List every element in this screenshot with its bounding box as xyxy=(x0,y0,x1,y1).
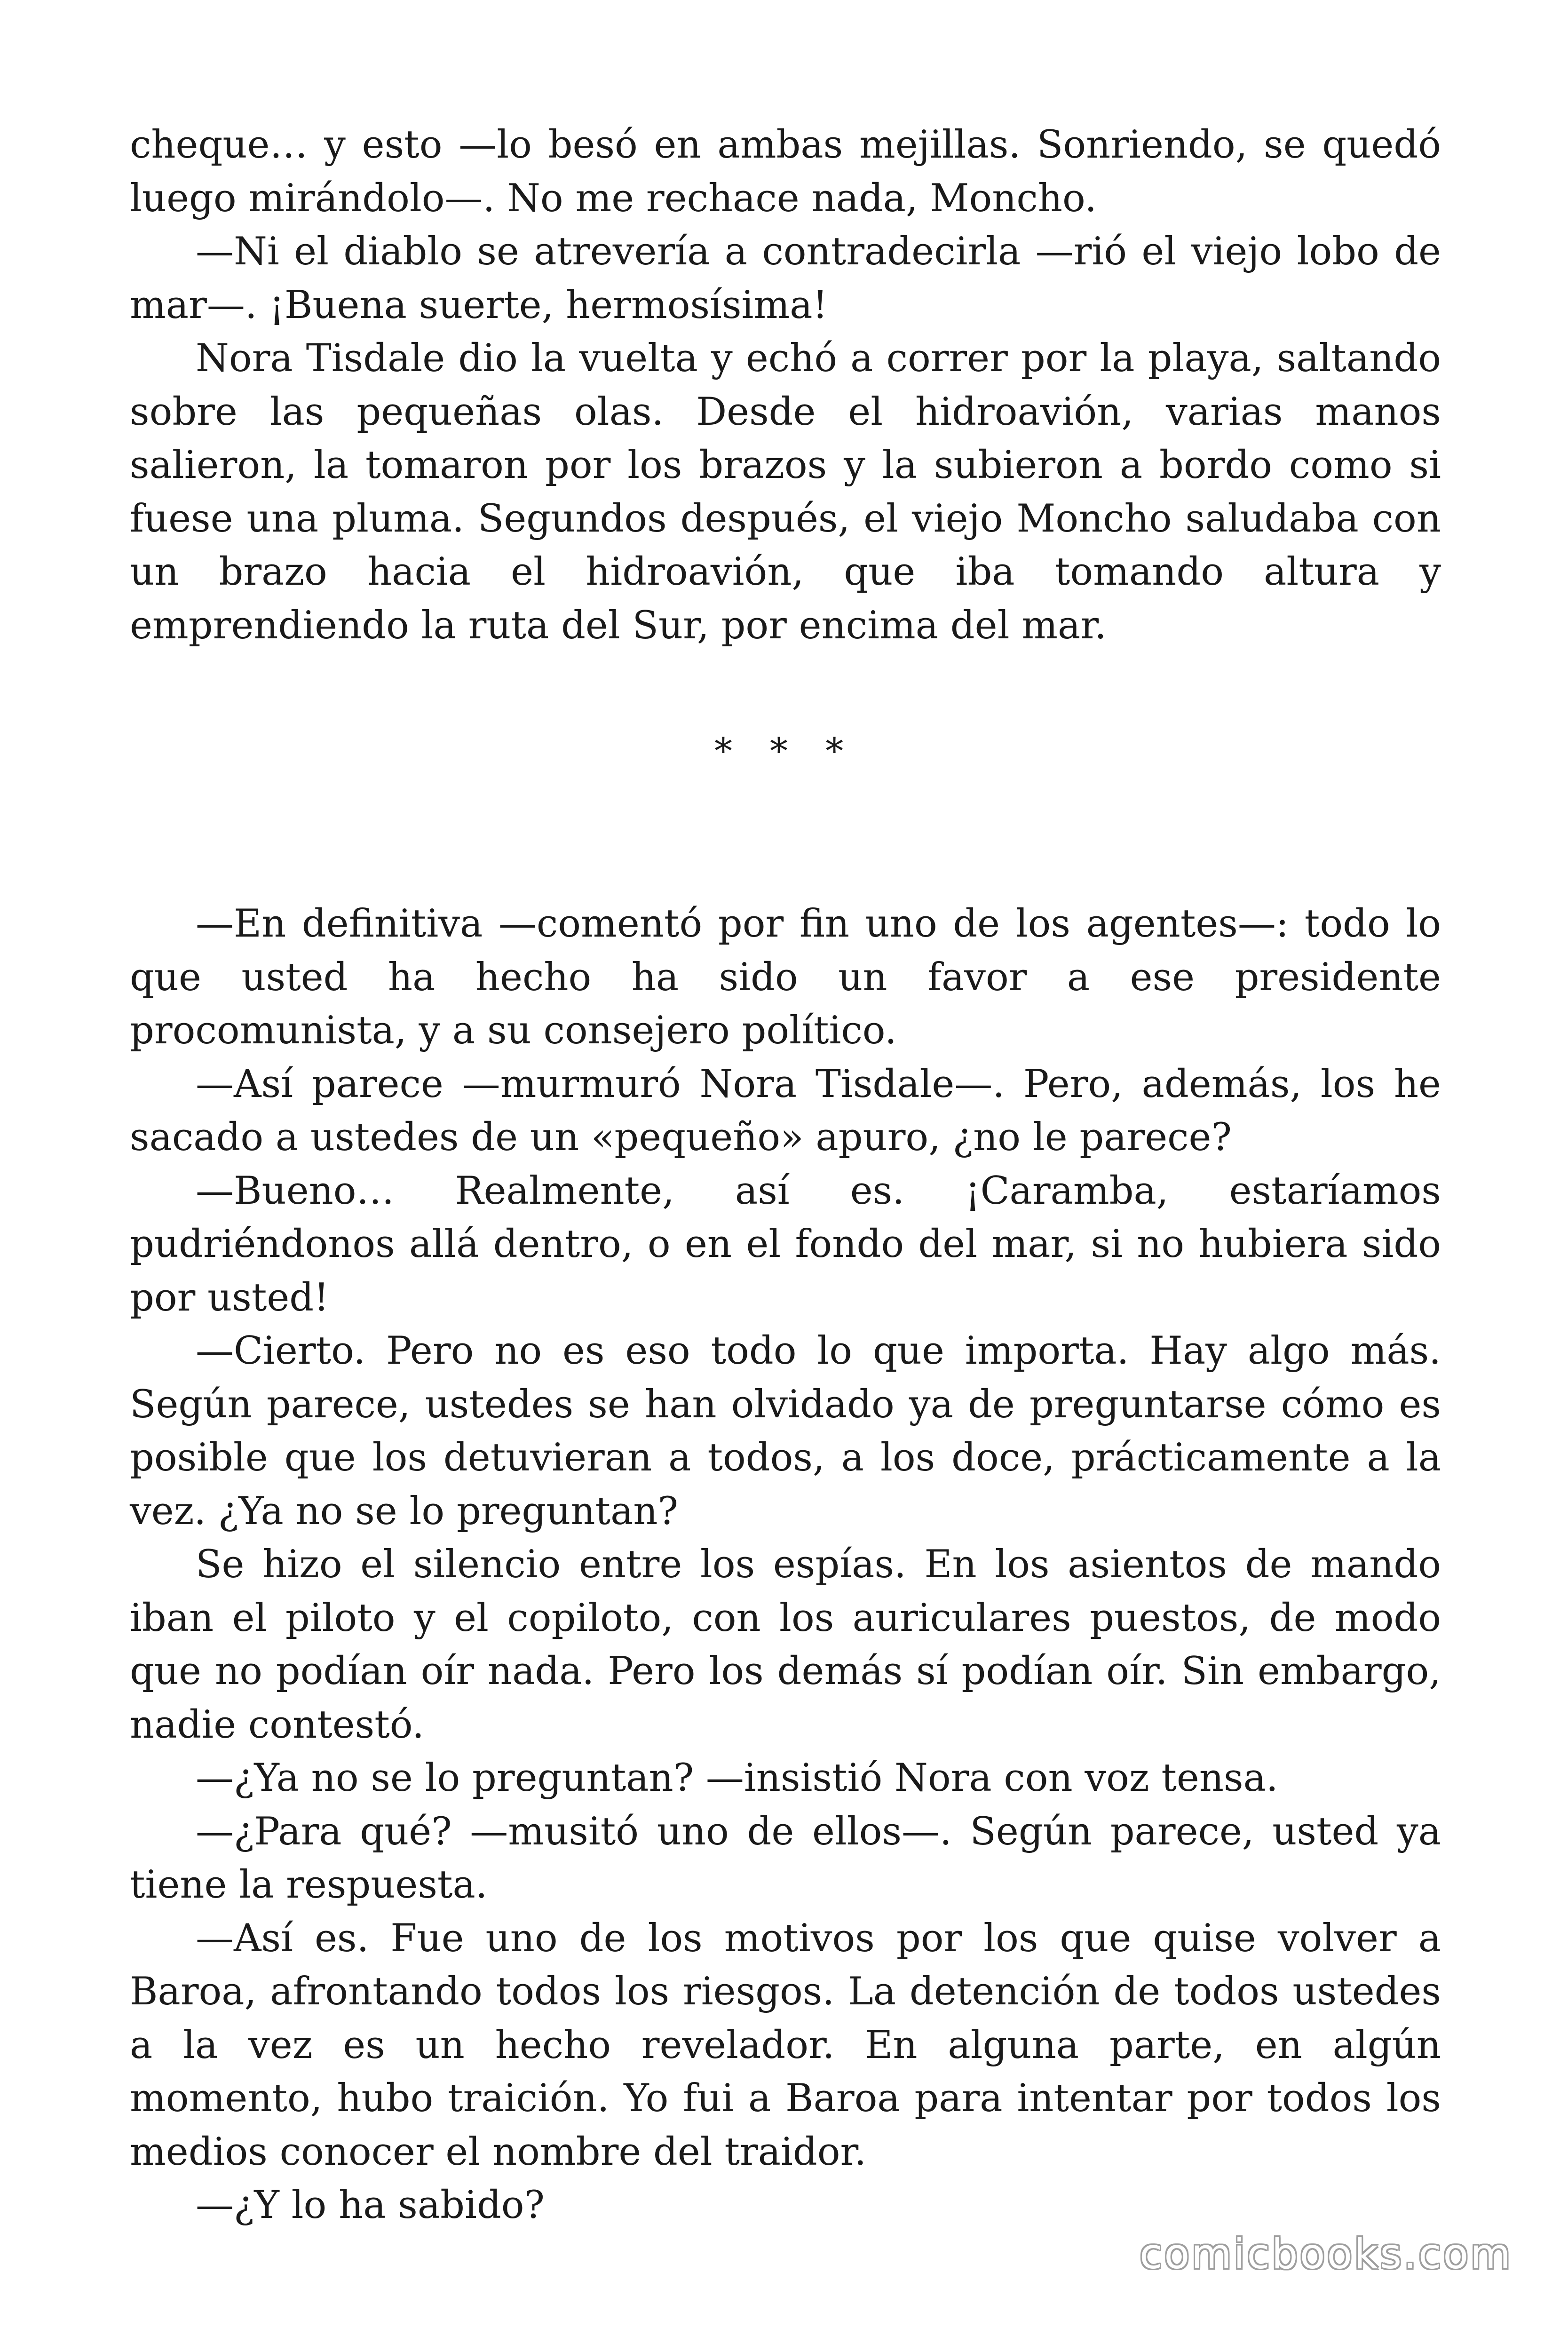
paragraph: Se hizo el silencio entre los espías. En los asientos de mando iban el piloto y el copiloto, con los auriculares puestos, de modo que no podían oír nada. Pero los demás sí podían oír. Sin embargo, nadie contestó. xyxy=(130,1542,1441,1747)
paragraph: —Ni el diablo se atrevería a contradecirla —rió el viejo lobo de mar—. ¡Buena suerte, hermosísima! xyxy=(130,230,1441,327)
paragraph: —¿Para qué? —musitó uno de ellos—. Según parece, usted ya tiene la respuesta. xyxy=(130,1809,1441,1907)
paragraph: —En definitiva —comentó por fin uno de los agentes—: todo lo que usted ha hecho ha sido un favor a ese presidente procomunista, y a su consejero político. xyxy=(130,902,1441,1053)
paragraph: —¿Y lo ha sabido? xyxy=(196,2183,545,2227)
paragraph-continuation: cheque… y esto —lo besó en ambas mejillas. Sonriendo, se quedó luego mirándolo—. No me rechace nada, Moncho. xyxy=(130,123,1441,221)
section-break-asterisks: * * * xyxy=(714,730,857,772)
paragraph: —Cierto. Pero no es eso todo lo que importa. Hay algo más. Según parece, ustedes se han olvidado ya de preguntarse cómo es posible que los detuvieran a todos, a los doce, prácticamente a la vez. ¿Ya no se lo preguntan? xyxy=(130,1329,1441,1534)
book-page xyxy=(130,119,1441,2233)
paragraph: —Así es. Fue uno de los motivos por los que quise volver a Baroa, afrontando todos los riesgos. La detención de todos ustedes a la vez es un hecho revelador. En alguna parte, en algún momento, hubo traición. Yo fui a Baroa para intentar por todos los medios conocer el nombre del traidor. xyxy=(130,1916,1441,2174)
paragraph: Nora Tisdale dio la vuelta y echó a correr por la playa, saltando sobre las pequeñas olas. Desde el hidroavión, varias manos salieron, la tomaron por los brazos y la subieron a bordo como si fuese una pluma. Segundos después, el viejo Moncho saludaba con un brazo hacia el hidroavión, que iba tomando altura y emprendiendo la ruta del Sur, por encima del mar. xyxy=(130,336,1441,648)
watermark: comicbooks.com xyxy=(1139,2230,1513,2278)
paragraph: —Así parece —murmuró Nora Tisdale—. Pero, además, los he sacado a ustedes de un «pequeño» apuro, ¿no le parece? xyxy=(130,1062,1441,1160)
paragraph: —¿Ya no se lo preguntan? —insistió Nora con voz tensa. xyxy=(196,1756,1278,1800)
section-break xyxy=(130,652,1441,898)
paragraph: —Bueno… Realmente, así es. ¡Caramba, estaríamos pudriéndonos allá dentro, o en el fondo del mar, si no hubiera sido por usted! xyxy=(130,1168,1441,1320)
